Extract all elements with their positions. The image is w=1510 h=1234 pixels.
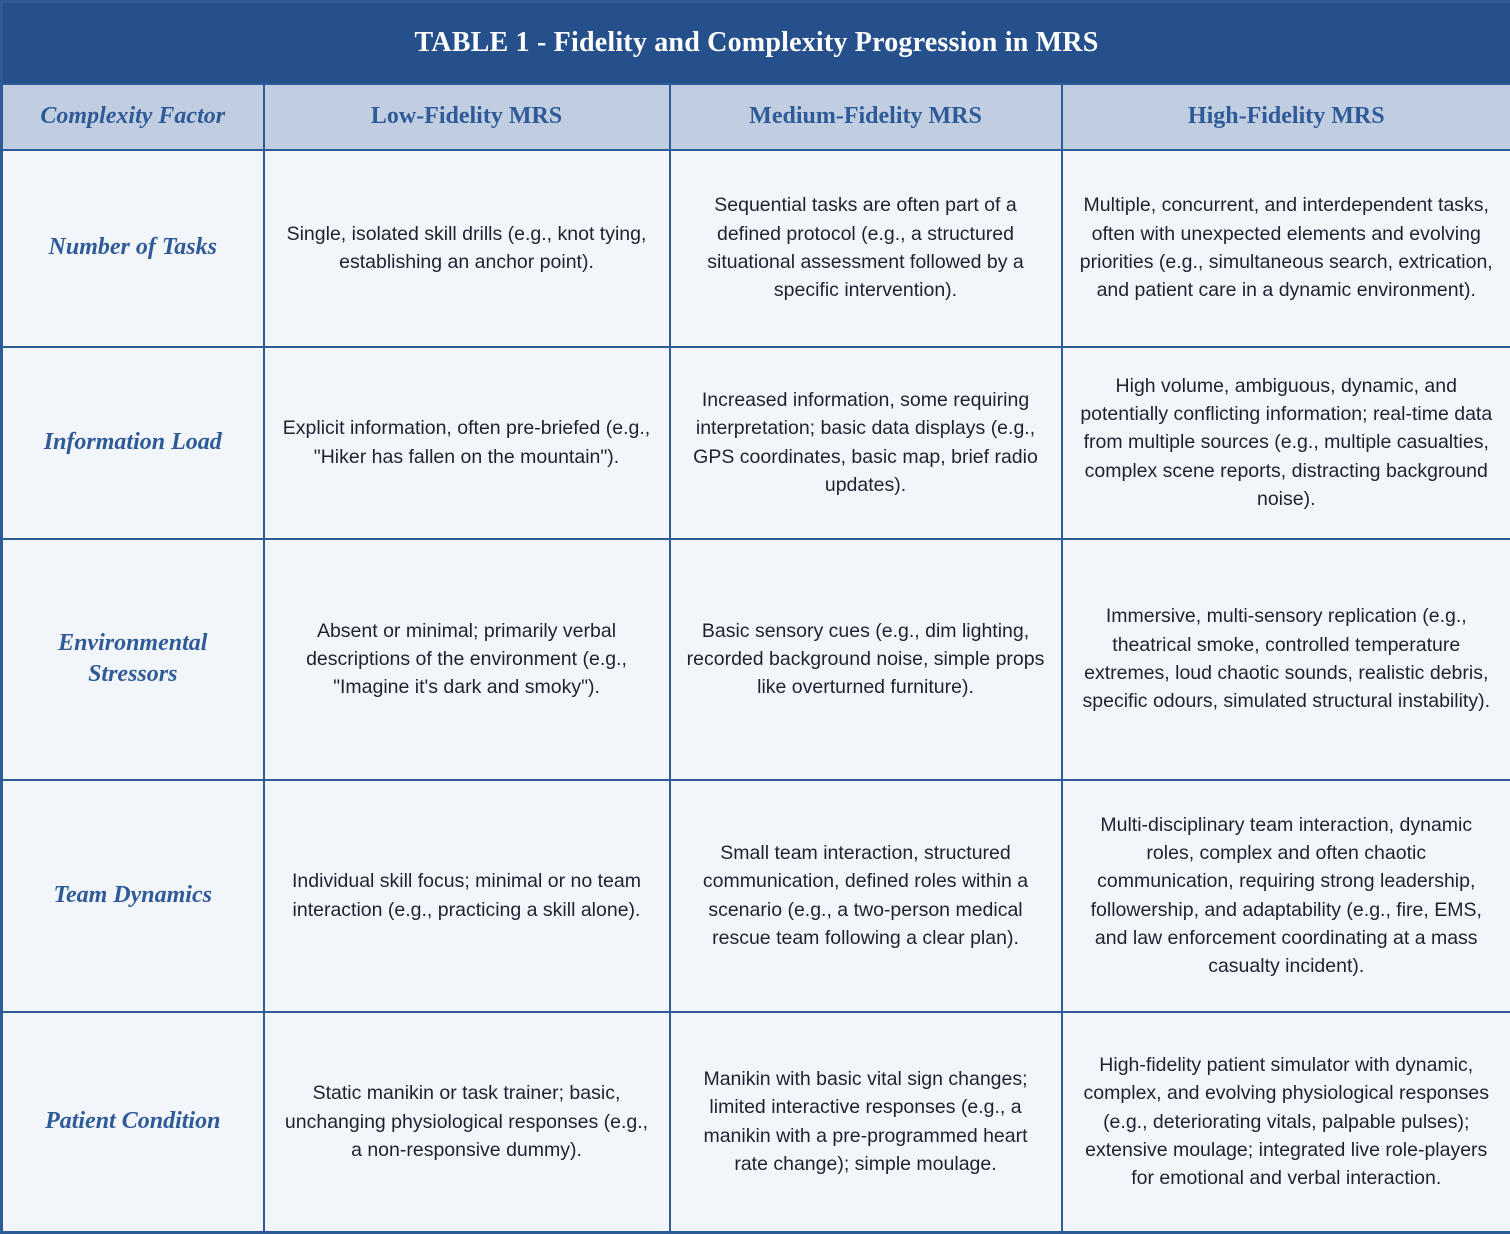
cell-information-load-high: High volume, ambiguous, dynamic, and potentially conflicting information; real-time data from multiple sources (e.g., multiple casualties, complex scene reports, distracting background noise). [1062,347,1510,539]
row-label-environmental-stressors: Environmental Stressors [2,539,264,780]
cell-number-of-tasks-medium: Sequential tasks are often part of a defined protocol (e.g., a structured situational assessment followed by a specific intervention). [670,150,1062,347]
cell-team-dynamics-high: Multi-disciplinary team interaction, dynamic roles, complex and often chaotic communication, requiring strong leadership, followership, and adaptability (e.g., fire, EMS, and law enforcement coordinating at a mass casualty incident). [1062,780,1510,1012]
cell-information-load-medium: Increased information, some requiring interpretation; basic data displays (e.g., GPS coordinates, basic map, brief radio updates). [670,347,1062,539]
row-label-patient-condition: Patient Condition [2,1012,264,1233]
column-header-complexity-factor: Complexity Factor [2,84,264,150]
cell-team-dynamics-low: Individual skill focus; minimal or no team interaction (e.g., practicing a skill alone). [264,780,670,1012]
cell-patient-condition-high: High-fidelity patient simulator with dynamic, complex, and evolving physiological responses (e.g., deteriorating vitals, palpable pulses); extensive moulage; integrated live role-players for emotional and verbal interaction. [1062,1012,1510,1233]
cell-information-load-low: Explicit information, often pre-briefed (e.g., "Hiker has fallen on the mountain"). [264,347,670,539]
cell-patient-condition-medium: Manikin with basic vital sign changes; limited interactive responses (e.g., a manikin with a pre-programmed heart rate change); simple moulage. [670,1012,1062,1233]
table-row-patient-condition [2,1012,1510,1233]
row-label-team-dynamics: Team Dynamics [2,780,264,1012]
table-title: TABLE 1 - Fidelity and Complexity Progression in MRS [2,2,1510,84]
table-row-team-dynamics [2,780,1510,1012]
row-label-information-load: Information Load [2,347,264,539]
table-title-row [2,2,1510,84]
table-row-environmental-stressors [2,539,1510,780]
cell-environmental-stressors-high: Immersive, multi-sensory replication (e.g., theatrical smoke, controlled temperature extremes, loud chaotic sounds, realistic debris, specific odours, simulated structural instability). [1062,539,1510,780]
table-row-information-load [2,347,1510,539]
cell-team-dynamics-medium: Small team interaction, structured communication, defined roles within a scenario (e.g., a two-person medical rescue team following a clear plan). [670,780,1062,1012]
column-header-low-fidelity: Low-Fidelity MRS [264,84,670,150]
cell-number-of-tasks-low: Single, isolated skill drills (e.g., knot tying, establishing an anchor point). [264,150,670,347]
cell-patient-condition-low: Static manikin or task trainer; basic, unchanging physiological responses (e.g., a non-responsive dummy). [264,1012,670,1233]
cell-number-of-tasks-high: Multiple, concurrent, and interdependent tasks, often with unexpected elements and evolving priorities (e.g., simultaneous search, extrication, and patient care in a dynamic environment). [1062,150,1510,347]
column-header-row [2,84,1510,150]
table-row-number-of-tasks [2,150,1510,347]
cell-environmental-stressors-medium: Basic sensory cues (e.g., dim lighting, recorded background noise, simple props like overturned furniture). [670,539,1062,780]
row-label-number-of-tasks: Number of Tasks [2,150,264,347]
cell-environmental-stressors-low: Absent or minimal; primarily verbal descriptions of the environment (e.g., "Imagine it's dark and smoky"). [264,539,670,780]
column-header-high-fidelity: High-Fidelity MRS [1062,84,1510,150]
column-header-medium-fidelity: Medium-Fidelity MRS [670,84,1062,150]
